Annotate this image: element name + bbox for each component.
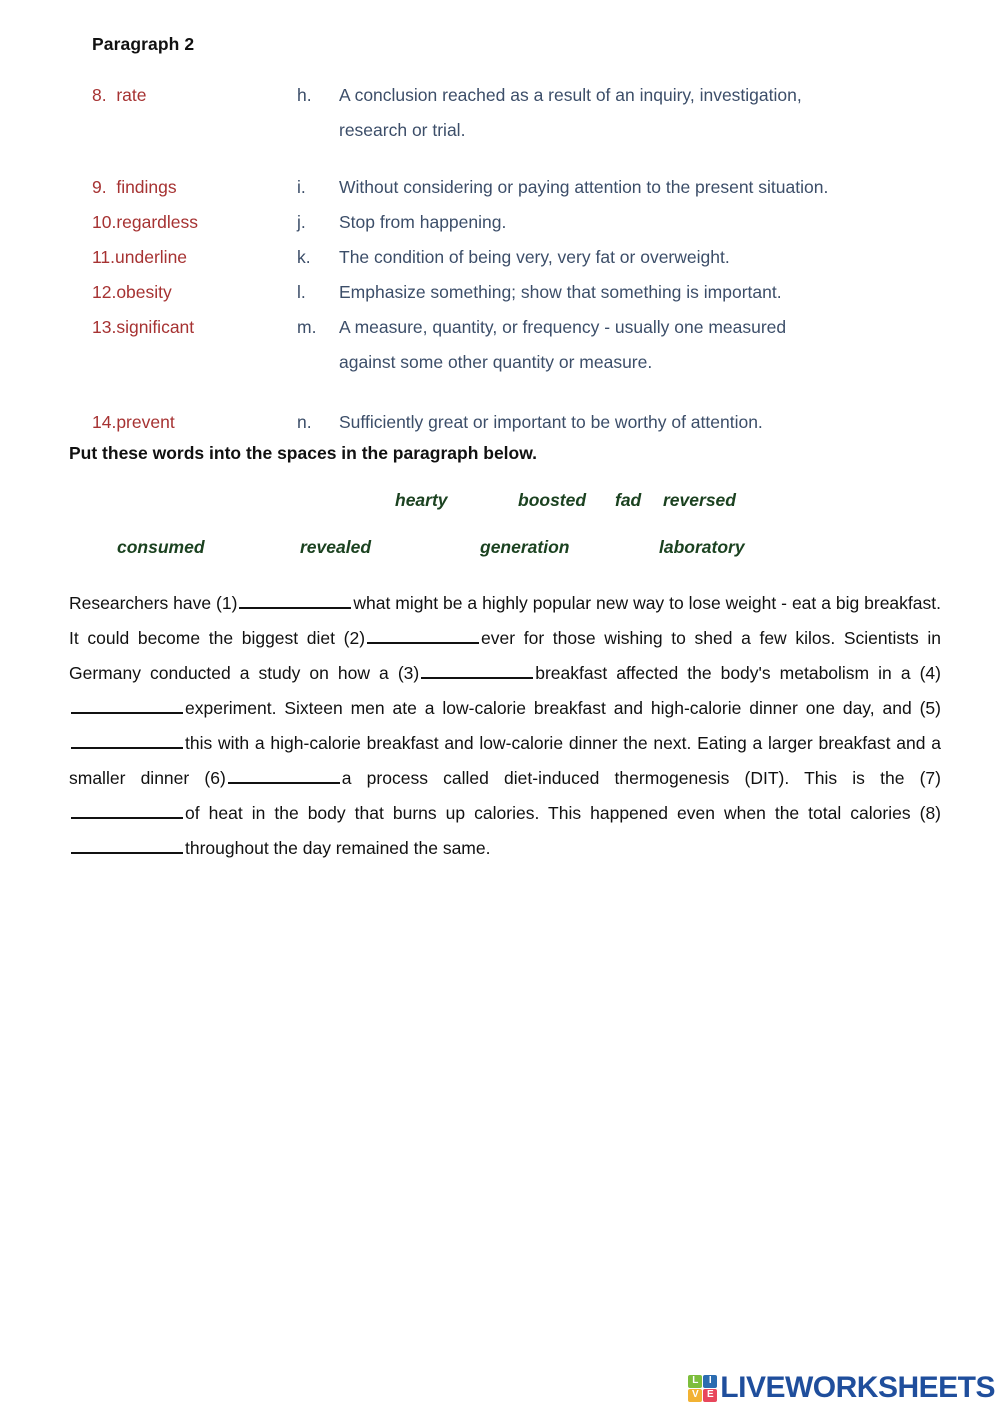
definition-text-h: [339, 78, 962, 148]
definition-letter-n: n.: [297, 412, 312, 432]
row-spacer: [92, 380, 962, 405]
term-word-9: findings: [116, 177, 177, 197]
word-bank-item[interactable]: revealed: [300, 537, 372, 557]
cloze-blank-5[interactable]: [71, 730, 183, 749]
cloze-text-segment: throughout the day remained the same.: [185, 838, 491, 858]
cloze-text-segment: of heat in the body that burns up calories. This happened even when the total calories (8): [185, 803, 941, 823]
cloze-blank-8[interactable]: [71, 835, 183, 854]
word-bank-row-1: [69, 490, 949, 511]
logo-letter-v: V: [688, 1389, 702, 1402]
definition-text-l: Emphasize something; show that something is important.: [339, 282, 782, 302]
definition-line-1: A measure, quantity, or frequency - usually one measured: [339, 317, 787, 337]
term-12: [92, 275, 297, 310]
definition-letter-k: k.: [297, 247, 311, 267]
definition-letter-l: l.: [297, 282, 306, 302]
term-word-10: regardless: [116, 212, 199, 232]
logo-letter-i: I: [703, 1375, 717, 1388]
term-14: [92, 405, 297, 440]
matching-row-10: [92, 205, 962, 240]
cloze-blank-4[interactable]: [71, 695, 183, 714]
term-word-14: prevent: [116, 412, 175, 432]
row-spacer: [92, 148, 962, 170]
term-word-13: significant: [116, 317, 195, 337]
word-bank: [69, 490, 949, 558]
definition-letter-i: i.: [297, 177, 306, 197]
matching-exercise: [92, 78, 962, 440]
liveworksheets-logo[interactable]: [688, 1371, 995, 1405]
cloze-text-segment: this with a high-calorie breakfast and low-calorie dinner the next. Eating a larger breakfast and a smaller dinner (6): [69, 733, 941, 788]
definition-line-2: research or trial.: [339, 120, 466, 140]
cloze-blank-3[interactable]: [421, 660, 533, 679]
cloze-text-segment: ever for those wishing to shed a few kilos. Scientists in Germany conducted a study on how a (3): [69, 628, 941, 683]
term-word-12: obesity: [116, 282, 172, 302]
cloze-blank-6[interactable]: [228, 765, 340, 784]
term-number-9: 9.: [92, 177, 117, 197]
definition-text-k: The condition of being very, very fat or overweight.: [339, 247, 730, 267]
term-11: [92, 240, 297, 275]
word-bank-item[interactable]: consumed: [117, 537, 205, 557]
word-bank-item[interactable]: generation: [480, 537, 570, 557]
term-8: [92, 78, 297, 113]
word-bank-row-2: [69, 537, 949, 558]
word-bank-item[interactable]: fad: [615, 490, 642, 510]
matching-row-9: [92, 170, 962, 205]
logo-letter-e: E: [703, 1389, 717, 1402]
word-bank-item[interactable]: boosted: [518, 490, 587, 510]
definition-text-j: Stop from happening.: [339, 212, 507, 232]
matching-row-12: [92, 275, 962, 310]
term-number-10: 10.: [92, 212, 117, 232]
cloze-blank-7[interactable]: [71, 800, 183, 819]
cloze-text-segment: experiment. Sixteen men ate a low-calorie breakfast and high-calorie dinner one day, and (5): [185, 698, 941, 718]
exercise-instruction: Put these words into the spaces in the paragraph below.: [69, 443, 538, 463]
cloze-blank-1[interactable]: [239, 590, 351, 609]
definition-text-i: Without considering or paying attention to the present situation.: [339, 177, 829, 197]
logo-letter-l: L: [688, 1375, 702, 1388]
matching-row-13: [92, 310, 962, 380]
definition-text-n: Sufficiently great or important to be worthy of attention.: [339, 412, 763, 432]
cloze-text-segment: Researchers have (1): [69, 593, 238, 613]
term-word-8: rate: [116, 85, 147, 105]
term-number-11: 11.: [92, 247, 116, 267]
cloze-text-segment: what might be a highly popular new way to lose weight - eat a big breakfast. It could become the biggest diet (2): [69, 593, 941, 648]
definition-letter-m: m.: [297, 317, 317, 337]
definition-line-2: against some other quantity or measure.: [339, 352, 653, 372]
word-bank-item[interactable]: reversed: [663, 490, 736, 510]
term-10: [92, 205, 297, 240]
word-bank-item[interactable]: laboratory: [659, 537, 745, 557]
cloze-paragraph: [69, 586, 941, 866]
word-bank-item[interactable]: hearty: [395, 490, 448, 510]
definition-letter-h: h.: [297, 85, 312, 105]
definition-line-1: A conclusion reached as a result of an inquiry, investigation,: [339, 85, 802, 105]
term-number-14: 14.: [92, 412, 117, 432]
logo-wordmark: LIVEWORKSHEETS: [720, 1371, 995, 1404]
definition-text-m: [339, 310, 962, 380]
live-logo-icon: [688, 1375, 717, 1402]
cloze-blank-2[interactable]: [367, 625, 479, 644]
term-9: [92, 170, 297, 205]
term-number-13: 13.: [92, 317, 117, 337]
definition-letter-j: j.: [297, 212, 306, 232]
term-number-8: 8.: [92, 85, 117, 105]
term-number-12: 12.: [92, 282, 117, 302]
term-word-11: underline: [115, 247, 188, 267]
cloze-text-segment: a process called diet-induced thermogenesis (DIT). This is the (7): [341, 768, 941, 788]
term-13: [92, 310, 297, 345]
page-title: Paragraph 2: [92, 34, 195, 54]
matching-row-8: [92, 78, 962, 148]
matching-row-11: [92, 240, 962, 275]
cloze-text-segment: breakfast affected the body's metabolism in a (4): [535, 663, 941, 683]
matching-row-14: [92, 405, 962, 440]
